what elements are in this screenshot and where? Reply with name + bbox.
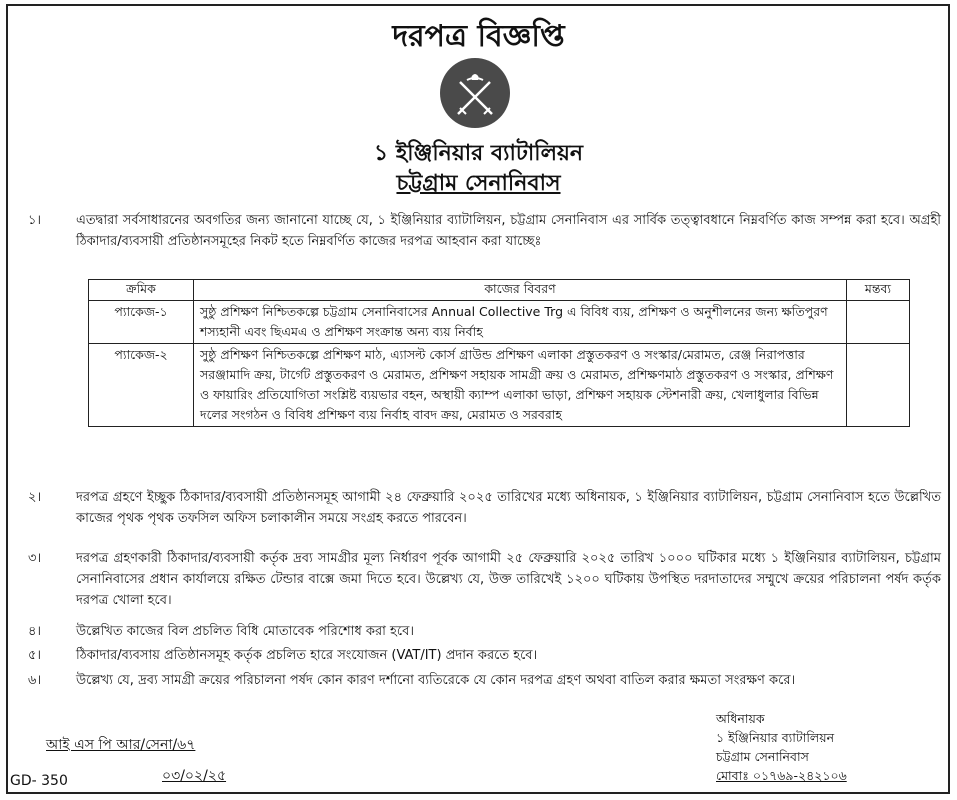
paragraph-text: দরপত্র গ্রহণকারী ঠিকাদার/ব্যবসায়ী কর্তৃক দ্রব্য সামগ্রীর মূল্য নির্ধারণ পূর্বক আগামী ২৫ ফেব্রুয়ারি ২০২৫ তারিখ ১০০০ ঘটিকার মধ্যে ১ ইঞ্জিনিয়ার ব্যাটালিয়ন, চট্টগ্রাম সেনানিবাসের প্রধান কার্যালয়ে রক্ষিত টেন্ডার বাক্সে জমা দিতে হবে। উল্লেখ্য যে, উক্ত তারিখেই ১২০০ ঘটিকায় উপস্থিত দরদাতাদের সম্মুখে ক্রয়ের পরিচালনা পর্ষদ কর্তৃক দরপত্র খোলা হবে। xyxy=(76,551,941,608)
table-row xyxy=(89,301,910,344)
paragraph-4 xyxy=(14,621,941,642)
paragraph-number: ২। xyxy=(28,490,42,505)
paragraph-number: ৩। xyxy=(28,551,42,566)
works-table xyxy=(88,279,910,427)
paragraph-1 xyxy=(14,210,941,252)
signatory-location: চট্টগ্রাম সেনানিবাস xyxy=(716,749,809,764)
signature-block xyxy=(716,709,847,785)
cell-description: সুষ্ঠু প্রশিক্ষণ নিশ্চিতকল্পে চট্টগ্রাম সেনানিবাসের Annual Collective Trg এ বিবিধ ব্যয়, প্রশিক্ষণ ও অনুশীলনের জন্য ক্ষতিপুরণ শস্যহানী এবং ছিএমএ ও প্রশিক্ষণ সংক্রান্ত অন্য ব্যয় নির্বাহ xyxy=(194,301,847,344)
crossed-swords-emblem-icon xyxy=(440,58,510,128)
notice-date: ০৩/০২/২৫ xyxy=(162,768,227,784)
paragraph-6 xyxy=(14,670,941,691)
header-description: কাজের বিবরণ xyxy=(194,280,847,301)
cell-serial: প্যাকেজ-২ xyxy=(89,344,194,427)
signatory-phone: মোবাঃ ০১৭৬৯-২৪২১০৬ xyxy=(716,768,847,783)
paragraph-text: দরপত্র গ্রহণে ইচ্ছুক ঠিকাদার/ব্যবসায়ী প্রতিষ্ঠানসমূহ আগামী ২৪ ফেব্রুয়ারি ২০২৫ তারিখের মধ্যে অধিনায়ক, ১ ইঞ্জিনিয়ার ব্যাটালিয়ন, চট্টগ্রাম সেনানিবাস হতে উল্লেখিত কাজের পৃথক পৃথক তফসিল অফিস চলাকালীন সময়ে সংগ্রহ করতে পারবেন। xyxy=(76,490,941,526)
notice-title: দরপত্র বিজ্ঞপ্তি xyxy=(392,19,565,54)
gd-number: GD- 350 xyxy=(10,773,68,789)
cell-remark xyxy=(847,301,910,344)
signatory-unit: ১ ইঞ্জিনিয়ার ব্যাটালিয়ন xyxy=(716,730,835,745)
paragraph-text: ঠিকাদার/ব্যবসায় প্রতিষ্ঠানসমূহ কর্তৃক প্রচলিত হারে সংযোজন (VAT/IT) প্রদান করতে হবে। xyxy=(76,648,538,663)
header-remark: মন্তব্য xyxy=(847,280,910,301)
table-row xyxy=(89,344,910,427)
organization-name: ১ ইঞ্জিনিয়ার ব্যাটালিয়ন xyxy=(373,141,584,166)
paragraph-number: ৬। xyxy=(28,673,42,688)
paragraph-3 xyxy=(14,548,941,611)
paragraph-text: এতদ্বারা সর্বসাধারনের অবগতির জন্য জানানো যাচ্ছে যে, ১ ইঞ্জিনিয়ার ব্যাটালিয়ন, চট্টগ্রাম সেনানিবাস এর সার্বিক তত্ত্বাবধানে নিম্নবর্ণিত কাজ সম্পন্ন করা হবে। অগ্রহী ঠিকাদার/ব্যবসায়ী প্রতিষ্ঠানসমূহের নিকট হতে নিম্নবর্ণিত কাজের দরপত্র আহবান করা যাচ্ছেঃ xyxy=(76,213,941,249)
cell-serial: প্যাকেজ-১ xyxy=(89,301,194,344)
paragraph-text: উল্লেখ্য যে, দ্রব্য সামগ্রী ক্রয়ের পরিচালনা পর্ষদ কোন কারণ দর্শানো ব্যতিরেকে যে কোন দরপত্র গ্রহণ অথবা বাতিল করার ক্ষমতা সংরক্ষণ করে। xyxy=(76,673,796,688)
table-header-row xyxy=(89,280,910,301)
cell-description: সুষ্ঠু প্রশিক্ষণ নিশ্চিতকল্পে প্রশিক্ষণ মাঠ, এ্যাসল্ট কোর্স গ্রাউন্ড প্রশিক্ষণ এলাকা প্রস্তুতকরণ ও সংস্কার/মেরামত, রেঞ্জ নিরাপত্তার সরঞ্জামাদি ক্রয়, টার্গেট প্রস্তুতকরণ ও মেরামত, প্রশিক্ষণ সহায়ক সামগ্রী ক্রয় ও মেরামত, প্রশিক্ষণমাঠ প্রস্তুতকরণ ও সংস্কার, প্রশিক্ষণ ও ফায়ারিং প্রতিযোগিতা সংশ্লিষ্ট ব্যয়ভার বহন, অস্থায়ী ক্যাম্প এলাকা ভাড়া, প্রশিক্ষণ সহায়ক স্টেশনারী ক্রয়, খেলাধুলার বিভিন্ন দলের সংগঠন ও বিবিধ প্রশিক্ষণ ব্যয় নির্বাহ বাবদ ক্রয়, মেরামত ও সরবরাহ xyxy=(194,344,847,427)
reference-number: আই এস পি আর/সেনা/৬৭ xyxy=(46,737,196,753)
header-serial: ক্রমিক xyxy=(89,280,194,301)
cell-remark xyxy=(847,344,910,427)
paragraph-number: ৪। xyxy=(28,624,42,639)
paragraph-number: ১। xyxy=(28,213,42,228)
paragraph-number: ৫। xyxy=(28,648,42,663)
paragraph-2 xyxy=(14,487,941,529)
paragraph-text: উল্লেখিত কাজের বিল প্রচলিত বিধি মোতাবেক পরিশোধ করা হবে। xyxy=(76,624,414,639)
organization-location: চট্টগ্রাম সেনানিবাস xyxy=(396,171,561,196)
paragraph-5 xyxy=(14,645,941,666)
signatory-title: অধিনায়ক xyxy=(716,711,765,726)
